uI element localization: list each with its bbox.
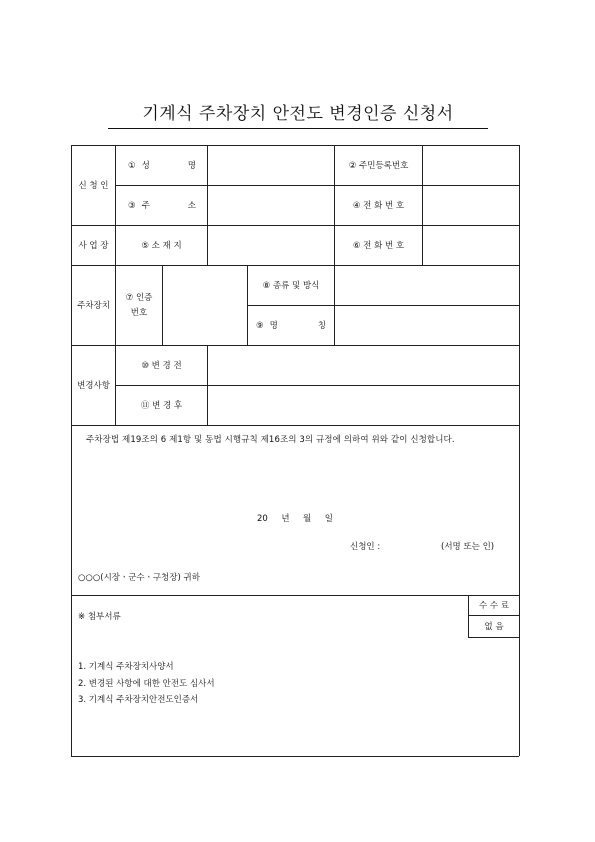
label-device-name-num: ⑨ (256, 320, 264, 331)
rule-fee-end (468, 637, 519, 638)
label-device-name-b: 칭 (317, 320, 326, 331)
label-address-b: 소 (187, 200, 196, 211)
section-business: 사 업 장 (78, 240, 109, 251)
label-name-a: 성 (141, 160, 150, 171)
label-cert-line2: 번호 (130, 308, 148, 318)
label-name-num: ① (128, 160, 136, 171)
label-name (128, 146, 196, 185)
label-address-a: 주 (141, 200, 150, 211)
label-rrn: ② 주민등록번호 (348, 160, 409, 171)
label-change-before: ⑩ 변 경 전 (141, 360, 182, 371)
attachment-item: 3. 기계식 주차장치안전도인증서 (78, 695, 199, 705)
form-title: 기계식 주차장치 안전도 변경인증 신청서 (108, 101, 488, 129)
declaration-statement: 주차장법 제19조의 6 제1항 및 동법 시행규칙 제16조의 3의 규정에 의하여 위와 같이 신청합니다. (86, 435, 455, 445)
device-type-value-field[interactable] (335, 266, 519, 305)
fee-value: 없 음 (484, 621, 504, 632)
label-applicant-phone: ④ 전 화 번 호 (352, 200, 405, 211)
location-value-field[interactable] (208, 226, 334, 265)
rrn-value-field[interactable] (423, 146, 519, 185)
label-address-num: ③ (128, 200, 136, 211)
device-name-value-field[interactable] (335, 306, 519, 345)
frame-right (519, 145, 520, 756)
label-name-b: 명 (187, 160, 196, 171)
recipient: ○○○(시장ㆍ군수ㆍ구청장) 귀하 (78, 573, 200, 583)
label-address (128, 186, 196, 225)
business-phone-value-field[interactable] (423, 226, 519, 265)
label-cert-line1: ⑦ 인증 (125, 293, 153, 303)
sign-note: (서명 또는 인) (441, 542, 495, 552)
label-change-after: ⑪ 변 경 후 (140, 400, 183, 411)
section-change: 변경사항 (77, 380, 110, 391)
address-value-field[interactable] (208, 186, 334, 225)
applicant-phone-value-field[interactable] (423, 186, 519, 225)
cert-number-value-field[interactable] (163, 266, 247, 345)
section-device: 주차장치 (77, 300, 110, 311)
label-device-name (256, 306, 326, 345)
section-applicant: 신 청 인 (78, 180, 109, 191)
label-location: ⑤ 소 재 지 (141, 240, 182, 251)
label-business-phone: ⑥ 전 화 번 호 (352, 240, 405, 251)
change-before-value-field[interactable] (208, 346, 519, 385)
application-date: 20 년 월 일 (257, 514, 333, 524)
rule-change-end (71, 425, 519, 426)
attachment-item: 2. 변경된 사항에 대한 안전도 심사서 (78, 679, 215, 689)
fee-label: 수 수 료 (478, 600, 510, 611)
signer-label: 신청인 : (350, 542, 381, 552)
attachment-item: 1. 기계식 주차장치사양서 (78, 662, 174, 672)
frame-bottom (71, 756, 519, 757)
label-device-name-a: 명 (269, 320, 278, 331)
label-device-type: ⑧ 종류 및 방식 (262, 280, 320, 291)
change-after-value-field[interactable] (208, 386, 519, 425)
label-cert-number (116, 266, 162, 345)
rule-statement-end (71, 595, 519, 596)
name-value-field[interactable] (208, 146, 334, 185)
attachments-header: ※ 첨부서류 (78, 612, 121, 622)
